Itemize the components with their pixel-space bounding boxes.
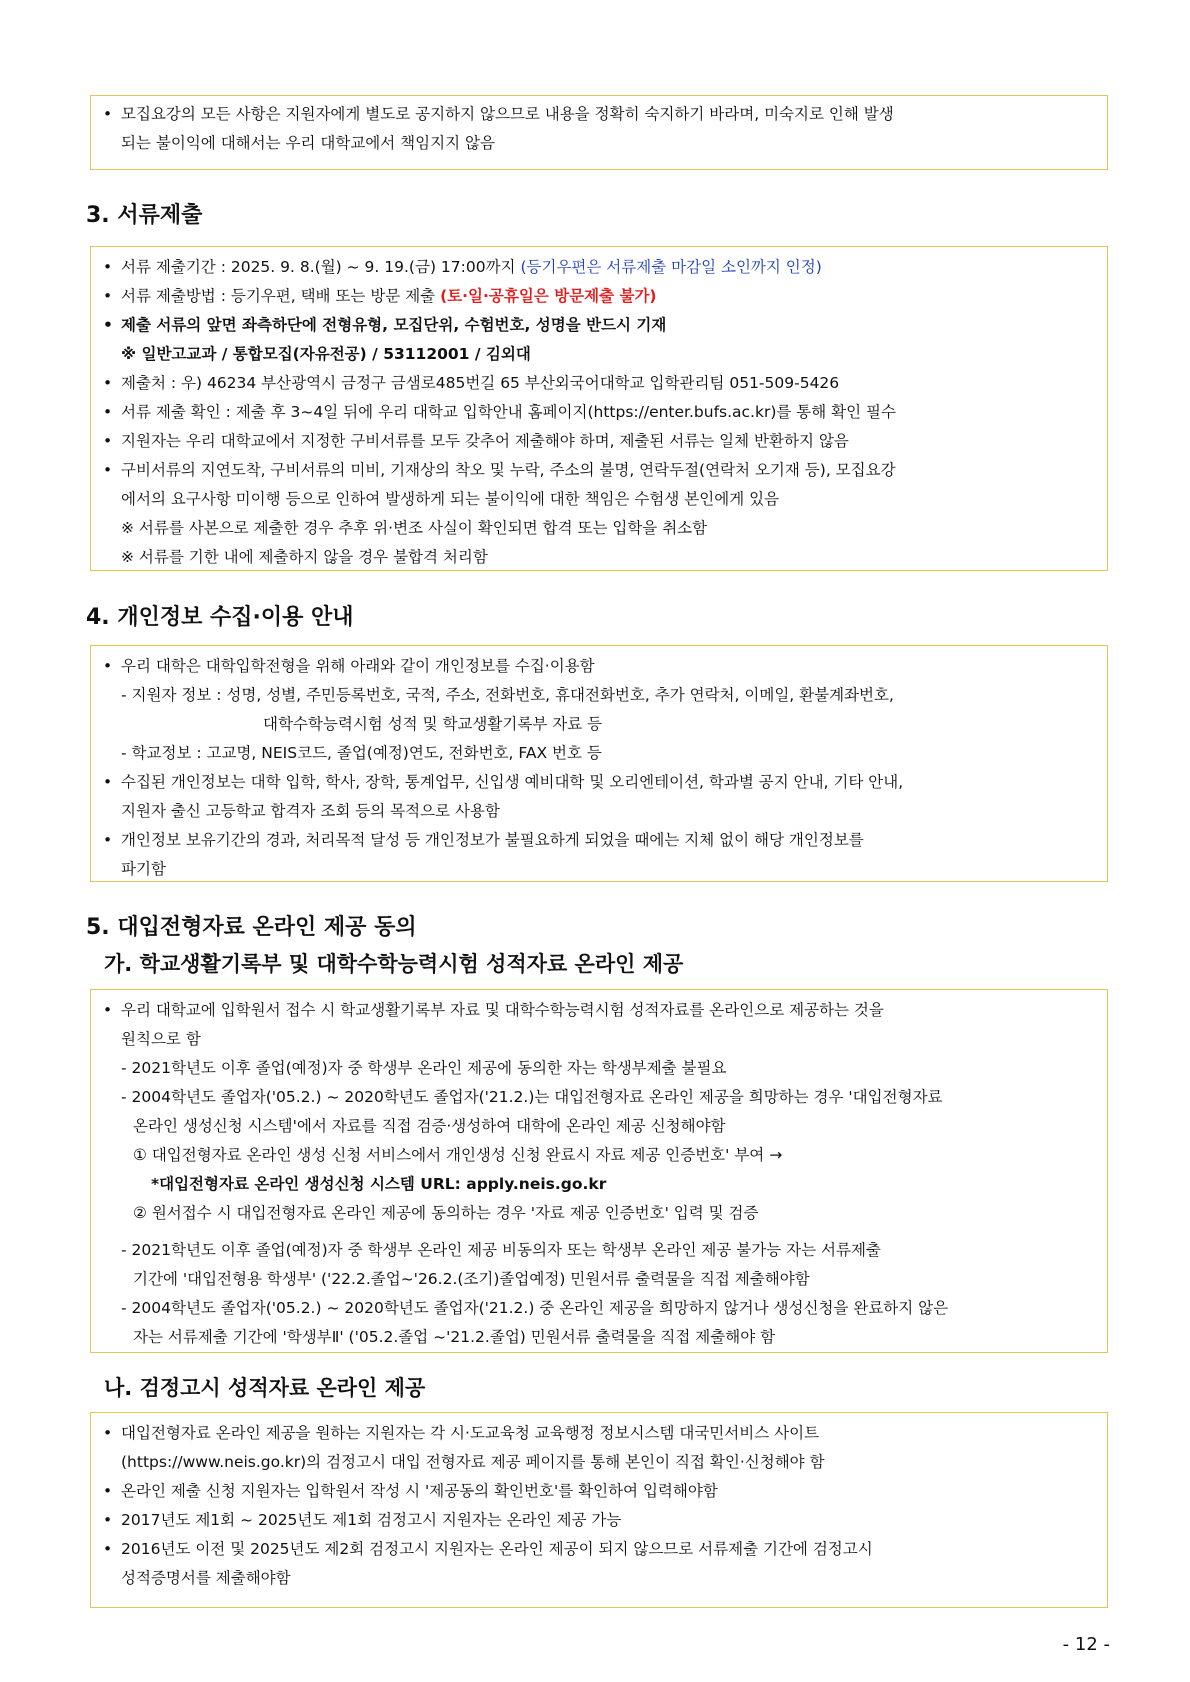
- subsection-a-title: 가. 학교생활기록부 및 대학수학능력시험 성적자료 온라인 제공: [104, 952, 684, 976]
- record-line: - 2004학년도 졸업자('05.2.) ~ 2020학년도 졸업자('21.2.) 중 온라인 제공을 희망하지 않거나 생성신청을 완료하지 않은: [121, 1299, 949, 1317]
- section-5-title: 5. 대입전형자료 온라인 제공 동의: [86, 915, 417, 940]
- ged-box: [90, 1412, 1108, 1608]
- record-line: 원칙으로 함: [121, 1030, 201, 1048]
- ged-line: • 2016년도 이전 및 2025년도 제2회 검정고시 지원자는 온라인 제공이 되지 않으므로 서류제출 기간에 검정고시: [103, 1535, 1095, 1564]
- record-line: - 2004학년도 졸업자('05.2.) ~ 2020학년도 졸업자('21.2.)는 대입전형자료 온라인 제공을 희망하는 경우 '대입전형자료: [121, 1088, 943, 1106]
- ged-line: • 대입전형자료 온라인 제공을 원하는 지원자는 각 시·도교육청 교육행정 정보시스템 대국민서비스 사이트: [103, 1419, 1095, 1448]
- record-line: 자는 서류제출 기간에 '학생부Ⅱ' ('05.2.졸업 ~'21.2.졸업) 민원서류 출력물을 직접 제출해야 함: [133, 1328, 776, 1346]
- section-4-title: 4. 개인정보 수집·이용 안내: [86, 605, 354, 630]
- privacy-line: 대학수학능력시험 성적 및 학교생활기록부 자료 등: [263, 715, 603, 733]
- ged-line: • 온라인 제출 신청 지원자는 입학원서 작성 시 '제공동의 확인번호'를 확인하여 입력해야함: [103, 1477, 1095, 1506]
- deadline-warning: ※ 서류를 기한 내에 제출하지 않을 경우 불합격 처리함: [121, 548, 488, 566]
- labeling-example: ※ 일반고교과 / 통합모집(자유전공) / 53112001 / 김외대: [121, 345, 531, 363]
- record-line: 온라인 생성신청 시스템'에서 자료를 직접 검증·생성하여 대학에 온라인 제공 신청해야함: [133, 1117, 726, 1135]
- privacy-line: 파기함: [121, 860, 166, 878]
- privacy-box: [90, 645, 1108, 882]
- notice-line: 되는 불이익에 대해서는 우리 대학교에서 책임지지 않음: [121, 134, 495, 152]
- document-submission-box: [90, 246, 1108, 571]
- record-line: 기간에 '대입전형용 학생부' ('22.2.졸업~'26.2.(조기)졸업예정) 민원서류 출력물을 직접 제출해야함: [133, 1270, 810, 1288]
- record-line: - 2021학년도 이후 졸업(예정)자 중 학생부 온라인 제공 비동의자 또는 학생부 온라인 제공 불가능 자는 서류제출: [121, 1241, 881, 1259]
- liability-notice-cont: 에서의 요구사항 미이행 등으로 인하여 발생하게 되는 불이익에 대한 책임은 수험생 본인에게 있음: [121, 490, 780, 508]
- privacy-line: - 학교정보 : 고교명, NEIS코드, 졸업(예정)연도, 전화번호, FAX 번호 등: [121, 744, 602, 762]
- submission-period: • 서류 제출기간 : 2025. 9. 8.(월) ~ 9. 19.(금) 17:00까지 (등기우편은 서류제출 마감일 소인까지 인정): [103, 253, 1095, 282]
- notice-box: [90, 95, 1108, 170]
- record-url: *대입전형자료 온라인 생성신청 시스템 URL: apply.neis.go.kr: [151, 1175, 607, 1193]
- section-3-title: 3. 서류제출: [86, 203, 203, 228]
- record-line: - 2021학년도 이후 졸업(예정)자 중 학생부 온라인 제공에 동의한 자는 학생부제출 불필요: [121, 1059, 727, 1077]
- privacy-line: 지원자 출신 고등학교 합격자 조회 등의 목적으로 사용함: [121, 802, 500, 820]
- record-line: • 우리 대학교에 입학원서 접수 시 학교생활기록부 자료 및 대학수학능력시험 성적자료를 온라인으로 제공하는 것을: [103, 996, 1095, 1025]
- ged-line: 성적증명서를 제출해야함: [121, 1569, 291, 1587]
- documents-required: • 지원자는 우리 대학교에서 지정한 구비서류를 모두 갖추어 제출해야 하며, 제출된 서류는 일체 반환하지 않음: [103, 427, 1095, 456]
- ged-line: • 2017년도 제1회 ~ 2025년도 제1회 검정고시 지원자는 온라인 제공 가능: [103, 1506, 1095, 1535]
- subsection-b-title: 나. 검정고시 성적자료 온라인 제공: [104, 1376, 426, 1400]
- front-labeling-rule: • 제출 서류의 앞면 좌측하단에 전형유형, 모집단위, 수험번호, 성명을 반드시 기재: [103, 311, 1095, 340]
- liability-notice: • 구비서류의 지연도착, 구비서류의 미비, 기재상의 착오 및 누락, 주소의 불명, 연락두절(연락처 오기재 등), 모집요강: [103, 456, 1095, 485]
- ged-line: (https://www.neis.go.kr)의 검정고시 대입 전형자료 제공 페이지를 통해 본인이 직접 확인·신청해야 함: [121, 1453, 825, 1471]
- copy-warning: ※ 서류를 사본으로 제출한 경우 추후 위·변조 사실이 확인되면 합격 또는 입학을 취소함: [121, 519, 708, 537]
- submission-confirm: • 서류 제출 확인 : 제출 후 3~4일 뒤에 우리 대학교 입학안내 홈페이지(https://enter.bufs.ac.kr)를 통해 확인 필수: [103, 398, 1095, 427]
- record-line: ① 대입전형자료 온라인 생성 신청 서비스에서 개인생성 신청 완료시 자료 제공 인증번호' 부여 →: [133, 1146, 783, 1164]
- page-number: - 12 -: [1062, 1634, 1110, 1655]
- privacy-line: • 수집된 개인정보는 대학 입학, 학사, 장학, 통계업무, 신입생 예비대학 및 오리엔테이션, 학과별 공지 안내, 기타 안내,: [103, 768, 1095, 797]
- privacy-line: - 지원자 정보 : 성명, 성별, 주민등록번호, 국적, 주소, 전화번호, 휴대전화번호, 추가 연락처, 이메일, 환불계좌번호,: [121, 686, 894, 704]
- privacy-line: • 우리 대학은 대학입학전형을 위해 아래와 같이 개인정보를 수집·이용함: [103, 652, 1095, 681]
- privacy-line: • 개인정보 보유기간의 경과, 처리목적 달성 등 개인정보가 불필요하게 되었을 때에는 지체 없이 해당 개인정보를: [103, 826, 1095, 855]
- submission-method: • 서류 제출방법 : 등기우편, 택배 또는 방문 제출 (토·일·공휴일은 방문제출 불가): [103, 282, 1095, 311]
- school-record-box: [90, 989, 1108, 1353]
- notice-line: • 모집요강의 모든 사항은 지원자에게 별도로 공지하지 않으므로 내용을 정확히 숙지하기 바라며, 미숙지로 인해 발생: [103, 100, 1095, 129]
- submission-address: • 제출처 : 우) 46234 부산광역시 금정구 금샘로485번길 65 부산외국어대학교 입학관리팀 051-509-5426: [103, 369, 1095, 398]
- record-line: ② 원서접수 시 대입전형자료 온라인 제공에 동의하는 경우 '자료 제공 인증번호' 입력 및 검증: [133, 1204, 759, 1222]
